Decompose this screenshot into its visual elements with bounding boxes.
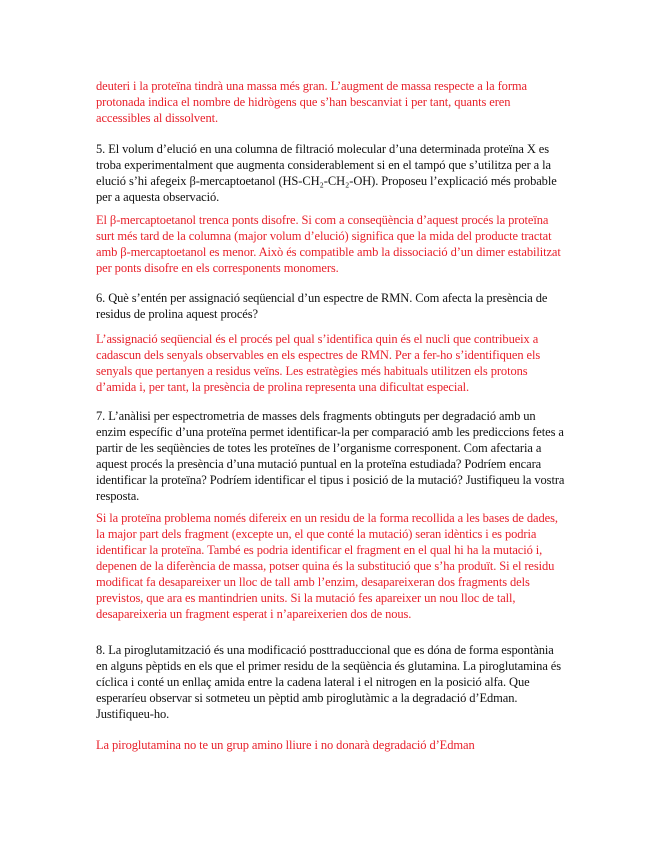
answer-6: L’assignació seqüencial és el procés pel qual s’identifica quin és el nucli que contribueix a cadascun dels senyals observables en els espectres de RMN. Per a fer-ho s’identifiquen els senyals que pertanyen a residus veïns. Les estratègies més habituals utilitzen els protons d’amida i, per tant, la presència de prolina representa una dificultat especial.	[96, 332, 541, 394]
answer-4-continuation: deuteri i la proteïna tindrà una massa més gran. L’augment de massa respecte a la forma protonada indica el nombre de hidrògens que s’han bescanviat i per tant, quants eren accessibles al dissolvent.	[96, 79, 527, 125]
question-8: 8. La piroglutamització és una modificació posttraduccional que es dóna de forma espontània en alguns pèptids en els que el primer residu de la seqüència és glutamina. La piroglutamina és cíclica i conté un enllaç amida entre la cadena lateral i el nitrogen en la posició alfa. Que esperaríeu observar si sotmeteu un pèptid amb piroglutàmic a la degradació d’Edman. Justifiqueu-ho.	[96, 643, 562, 721]
question-6: 6. Què s’entén per assignació seqüencial d’un espectre de RMN. Com afecta la presència de residus de prolina aquest procés?	[96, 291, 548, 321]
question-7: 7. L’anàlisi per espectrometria de masses dels fragments obtinguts per degradació amb un enzim específic d’una proteïna permet identificar-la per comparació amb les prediccions fetes a partir de les seqüències de totes les proteïnes de l’organisme corresponent. Com afectaria a aquest procés la presència d’una mutació puntual en la proteïna estudiada? Podríem encara identificar la proteïna? Podríem identificar el tipus i posició de la mutació? Justifiqueu la vostra resposta.	[96, 409, 565, 503]
answer-7: Si la proteïna problema només difereix en un residu de la forma recollida a les bases de dades, la major part dels fragment (excepte un, el que conté la mutació) seran idèntics i es podria identificar la proteïna. També es podria identificar el fragment en el qual hi ha la mutació i, depenen de la diferència de massa, potser quina és la substitució que s’ha produït. Si el residu modificat fa desapareixer un lloc de tall amb l’enzim, desapareixeran dos fragments dels previstos, que ara es mantindrien units. Si la mutació fes apareixer un nou lloc de tall, desapareixeria un fragment esperat i n’apareixerien dos de nous.	[96, 511, 558, 621]
answer-5: El β-mercaptoetanol trenca ponts disofre. Si com a conseqüència d’aquest procés la proteïna surt més tard de la columna (major volum d’elució) significa que la mida del producte tractat amb β-mercaptoetanol es menor. Això és compatible amb la dissociació d’un dimer estabilitzat per ponts disofre en els corresponents monomers.	[96, 213, 561, 275]
answer-8: La piroglutamina no te un grup amino lliure i no donarà degradació d’Edman	[96, 738, 475, 752]
question-5: 5. El volum d’elució en una columna de filtració molecular d’una determinada proteïna X es troba experimentalment que augmenta considerablement si en el tampó que s’utilitza per a la elució s’hi afegeix β-mercaptoetanol (HS-CH₂-CH₂-OH). Proposeu l’explicació més probable per a aquesta observació.	[96, 142, 557, 204]
